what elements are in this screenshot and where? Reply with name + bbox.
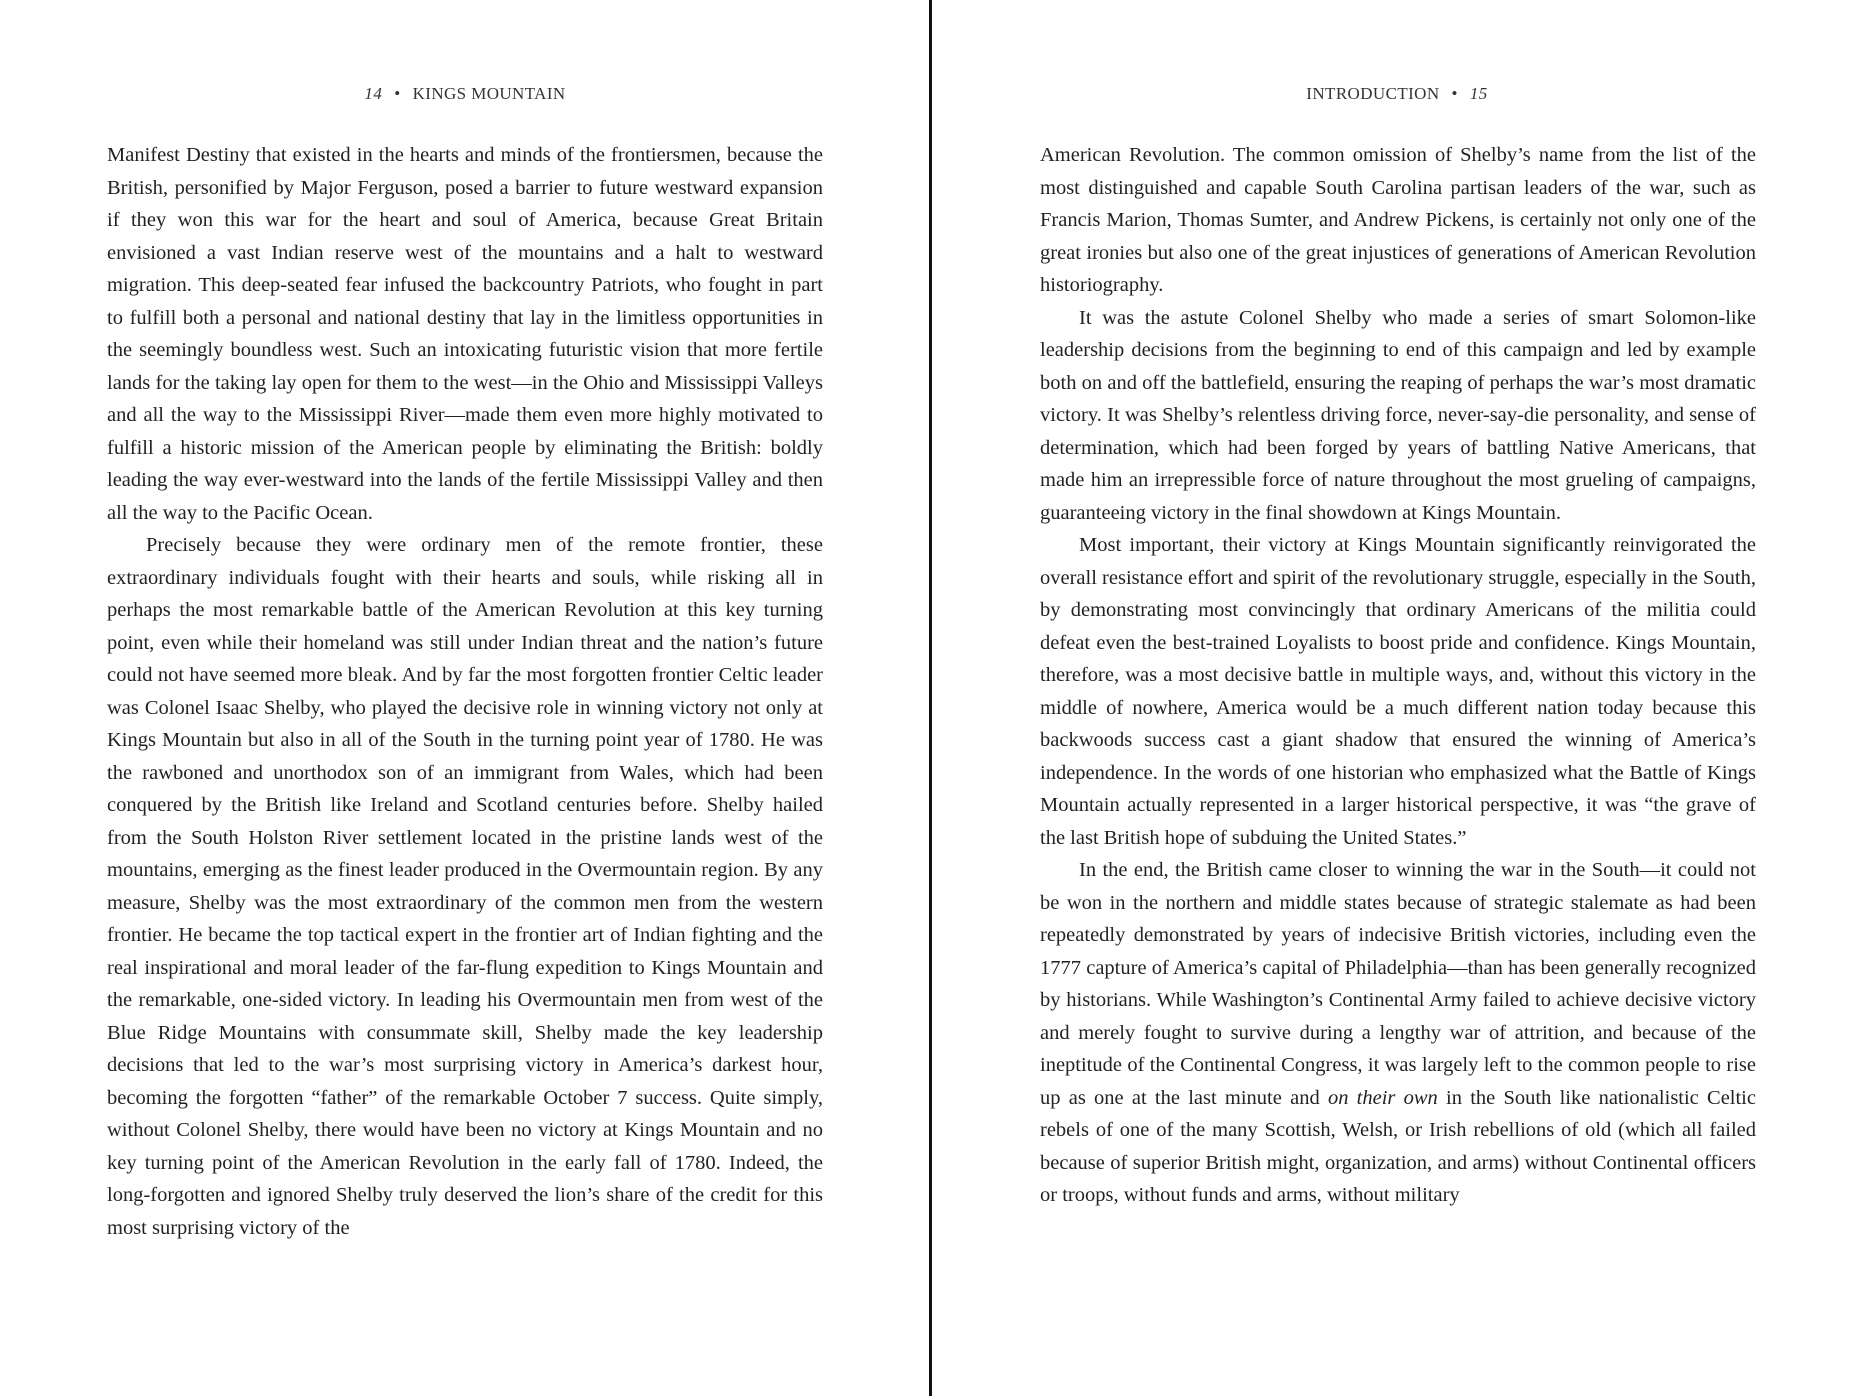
right-running-head-title: INTRODUCTION <box>1306 84 1440 103</box>
right-paragraph-3: Most important, their victory at Kings Mountain significantly reinvigorated the overall resistance effort and spirit of the revolutionary struggle, especially in the South, by demonstrating most convincingly that ordinary Americans of the militia could defeat even the best-trained Loyalists to boost pride and confidence. Kings Mountain, therefore, was a most decisive battle in multiple ways, and, without this victory in the middle of nowhere, America would be a much different nation today because this backwoods success cast a giant shadow that ensured the winning of America’s independence. In the words of one historian who emphasized what the Battle of Kings Mountain actually represented in a larger historical perspective, it was “the grave of the last British hope of subduing the United States.” <box>1040 534 1756 849</box>
right-running-head <box>932 82 1862 106</box>
right-running-head-bullet: • <box>1451 84 1458 103</box>
right-paragraph-2: It was the astute Colonel Shelby who made a series of smart Solomon-like leadership decisions from the beginning to end of this campaign and led by example both on and off the battlefield, ensuring the reaping of perhaps the war’s most dramatic victory. It was Shelby’s relentless driving force, never-say-die personality, and sense of determination, which had been forged by years of battling Native Americans, that made him an irrepressible force of nature throughout the most grueling of campaigns, guaranteeing victory in the final showdown at Kings Mountain. <box>1040 306 1756 524</box>
left-page <box>0 0 930 1396</box>
left-body-text <box>107 139 823 1244</box>
right-body-text <box>1040 139 1756 1212</box>
right-paragraph-4-end: in the South like nationalistic Celtic rebels of one of the many Scottish, Welsh, or Irish rebellions of old (which all failed because of superior British might, organization, and arms) without Continental officers or troops, without funds and arms, without military <box>1040 1086 1756 1206</box>
right-paragraph-1: American Revolution. The common omission of Shelby’s name from the list of the most distinguished and capable South Carolina partisan leaders of the war, such as Francis Marion, Thomas Sumter, and Andrew Pickens, is certainly not only one of the great ironies but also one of the great injustices of generations of American Revolution historiography. <box>1040 144 1756 296</box>
left-running-head-bullet: • <box>394 84 401 103</box>
right-page <box>932 0 1862 1396</box>
right-paragraph-4 <box>1040 854 1756 1212</box>
left-running-head <box>0 82 930 106</box>
left-running-head-title: KINGS MOUNTAIN <box>412 84 566 103</box>
right-paragraph-4-italic: on their own <box>1327 1086 1438 1109</box>
left-page-number: 14 <box>364 84 383 103</box>
right-page-number: 15 <box>1469 84 1488 103</box>
left-paragraph-1: Manifest Destiny that existed in the hearts and minds of the frontiersmen, because the British, personified by Major Ferguson, posed a barrier to future westward expansion if they won this war for the heart and soul of America, because Great Britain envisioned a vast Indian reserve west of the mountains and a halt to westward migration. This deep-seated fear infused the backcountry Patriots, who fought in part to fulfill both a personal and national destiny that lay in the limitless opportunities in the seemingly boundless west. Such an intoxicating futuristic vision that more fertile lands for the taking lay open for them to the west—in the Ohio and Mississippi Valleys and all the way to the Mississippi River—made them even more highly motivated to fulfill a historic mission of the American people by eliminating the British: boldly leading the way ever-westward into the lands of the fertile Mississippi Valley and then all the way to the Pacific Ocean. <box>107 144 823 524</box>
left-paragraph-2: Precisely because they were ordinary men of the remote frontier, these extraordinary individuals fought with their hearts and souls, while risking all in perhaps the most remarkable battle of the American Revolution at this key turning point, even while their homeland was still under Indian threat and the nation’s future could not have seemed more bleak. And by far the most forgotten frontier Celtic leader was Colonel Isaac Shelby, who played the decisive role in winning victory not only at Kings Mountain but also in all of the South in the turning point year of 1780. He was the rawboned and unorthodox son of an immigrant from Wales, which had been conquered by the British like Ireland and Scotland centuries before. Shelby hailed from the South Holston River settlement located in the pristine lands west of the mountains, emerging as the finest leader produced in the Overmountain region. By any measure, Shelby was the most extraordinary of the common men from the western frontier. He became the top tactical expert in the frontier art of Indian fighting and the real inspirational and moral leader of the far-flung expedition to Kings Mountain and the remarkable, one-sided victory. In leading his Overmountain men from west of the Blue Ridge Mountains with consummate skill, Shelby made the key leadership decisions that led to the war’s most surprising victory in America’s darkest hour, becoming the forgotten “father” of the remarkable October 7 success. Quite simply, without Colonel Shelby, there would have been no victory at Kings Mountain and no key turning point of the American Revolution in the early fall of 1780. Indeed, the long-forgotten and ignored Shelby truly deserved the lion’s share of the credit for this most surprising victory of the <box>107 534 823 1239</box>
right-paragraph-4-start: In the end, the British came closer to winning the war in the South—it could not be won in the northern and middle states because of strategic stalemate as had been repeatedly demonstrated by years of indecisive British victories, including even the 1777 capture of America’s capital of Philadelphia—than has been generally recognized by historians. While Washington’s Continental Army failed to achieve decisive victory and merely fought to survive during a lengthy war of attrition, and because of the ineptitude of the Continental Congress, it was largely left to the common people to rise up as one at the last minute and <box>1040 859 1756 1109</box>
